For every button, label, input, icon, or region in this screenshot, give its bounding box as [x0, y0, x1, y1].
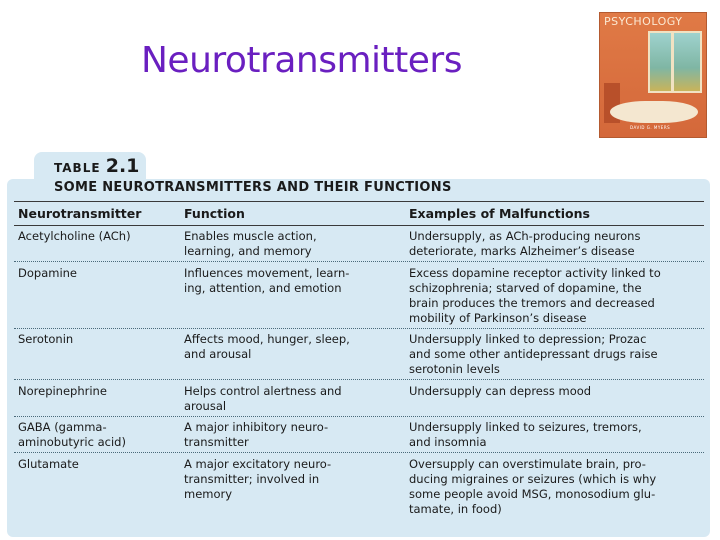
table-tab-label: TABLE	[54, 161, 101, 175]
row-divider	[14, 416, 704, 417]
header-bottom-rule	[14, 225, 704, 226]
row-glutamate-name: Glutamate	[18, 457, 79, 471]
row-glutamate-malfunction: Oversupply can overstimulate brain, pro- ducing migraines or seizures (which is why some people avoid MSG, monosodium glu- tamate, in food)	[409, 457, 657, 516]
row-norepinephrine-name: Norepinephrine	[18, 384, 107, 398]
row-glutamate-function: A major excitatory neuro- transmitter; involved in memory	[184, 457, 332, 501]
row-norepinephrine-malfunction: Undersupply can depress mood	[409, 384, 592, 398]
row-serotonin-name: Serotonin	[18, 332, 74, 346]
row-dopamine-malfunction: Excess dopamine receptor activity linked to schizophrenia; starved of dopamine, the brain produces the tremors and decreased mobility of Parkinson’s disease	[409, 266, 661, 325]
row-gaba-function: A major inhibitory neuro- transmitter	[184, 420, 329, 449]
table-number-label	[54, 155, 139, 177]
row-acetylcholine-malfunction: Undersupply, as ACh-producing neurons deteriorate, marks Alzheimer’s disease	[409, 229, 641, 258]
row-norepinephrine-function: Helps control alertness and arousal	[184, 384, 342, 413]
header-malfunctions: Examples of Malfunctions	[409, 206, 590, 221]
row-divider	[14, 379, 704, 380]
row-acetylcholine-name: Acetylcholine (ACh)	[18, 229, 131, 243]
book-cover-image	[599, 12, 707, 138]
row-dopamine-function: Influences movement, learn- ing, attention, and emotion	[184, 266, 350, 295]
row-serotonin-function: Affects mood, hunger, sleep, and arousal	[184, 332, 350, 361]
row-divider	[14, 328, 704, 329]
row-divider	[14, 452, 704, 453]
cover-window-frame	[671, 31, 674, 91]
cover-table	[610, 101, 698, 123]
cover-window	[648, 31, 702, 93]
row-gaba-name: GABA (gamma- aminobutyric acid)	[18, 420, 126, 449]
slide-title: Neurotransmitters	[141, 40, 462, 81]
row-serotonin-malfunction: Undersupply linked to depression; Prozac and some other antidepressant drugs raise serotonin levels	[409, 332, 658, 376]
header-function: Function	[184, 206, 245, 221]
table-caption: SOME NEUROTRANSMITTERS AND THEIR FUNCTIONS	[54, 180, 452, 195]
row-acetylcholine-function: Enables muscle action, learning, and memory	[184, 229, 317, 258]
row-dopamine-name: Dopamine	[18, 266, 77, 280]
row-gaba-malfunction: Undersupply linked to seizures, tremors, and insomnia	[409, 420, 642, 449]
cover-title: PSYCHOLOGY	[604, 15, 683, 28]
header-neurotransmitter: Neurotransmitter	[18, 206, 142, 221]
table-top-rule	[14, 201, 704, 202]
table-tab-number: 2.1	[105, 155, 140, 177]
cover-author: DAVID G. MYERS	[630, 125, 671, 130]
row-divider	[14, 261, 704, 262]
